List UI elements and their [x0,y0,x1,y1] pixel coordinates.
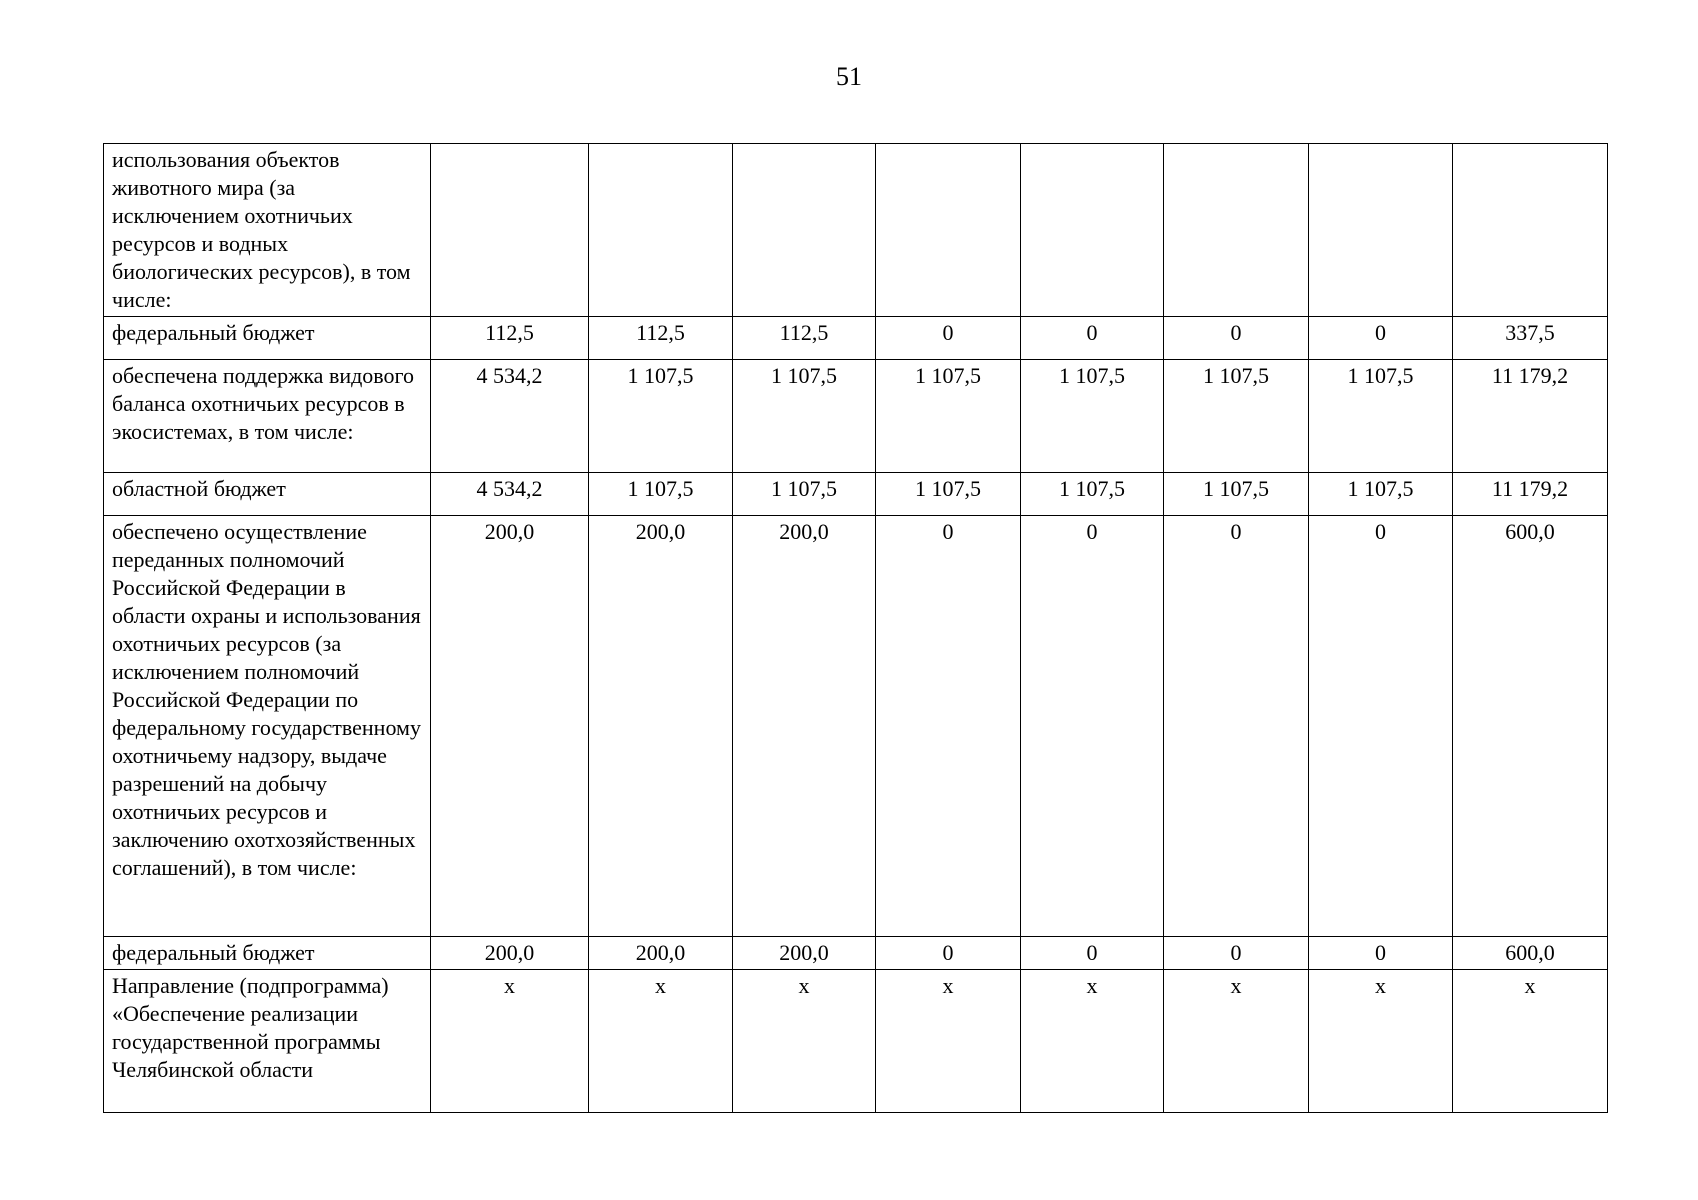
value-cell: 1 107,5 [1021,360,1164,473]
total-cell [1453,144,1608,317]
total-cell: 600,0 [1453,937,1608,970]
value-cell: 200,0 [589,937,733,970]
value-cell: 4 534,2 [431,360,589,473]
value-cell: 1 107,5 [1309,360,1453,473]
value-cell: 1 107,5 [589,360,733,473]
value-cell: 200,0 [733,516,876,937]
value-cell: 0 [1164,516,1309,937]
value-cell: x [733,970,876,1113]
value-cell: 112,5 [431,317,589,360]
value-cell: 1 107,5 [733,473,876,516]
value-cell: 0 [876,317,1021,360]
value-cell: 0 [1021,516,1164,937]
value-cell: 0 [1021,937,1164,970]
value-cell [733,144,876,317]
total-cell: 11 179,2 [1453,360,1608,473]
value-cell: x [1021,970,1164,1113]
row-label: федеральный бюджет [104,317,431,360]
value-cell: 1 107,5 [876,473,1021,516]
value-cell: 1 107,5 [733,360,876,473]
value-cell: 200,0 [431,937,589,970]
row-label: федеральный бюджет [104,937,431,970]
value-cell: 1 107,5 [589,473,733,516]
table-row [104,317,1608,360]
value-cell: 200,0 [733,937,876,970]
value-cell: x [1164,970,1309,1113]
row-label: областной бюджет [104,473,431,516]
value-cell: 1 107,5 [1164,473,1309,516]
table-row [104,937,1608,970]
value-cell [431,144,589,317]
value-cell: 112,5 [733,317,876,360]
value-cell: x [431,970,589,1113]
value-cell: 0 [876,516,1021,937]
value-cell [1164,144,1309,317]
value-cell: 200,0 [589,516,733,937]
value-cell [1021,144,1164,317]
row-label: обеспечена поддержка видового баланса охотничьих ресурсов в экосистемах, в том числе: [104,360,431,473]
value-cell: 0 [1164,317,1309,360]
table-row [104,360,1608,473]
value-cell: 200,0 [431,516,589,937]
table-row [104,516,1608,937]
value-cell: x [589,970,733,1113]
value-cell: 112,5 [589,317,733,360]
total-cell: 11 179,2 [1453,473,1608,516]
value-cell: 1 107,5 [1164,360,1309,473]
value-cell: 0 [1164,937,1309,970]
page-number: 51 [836,62,862,91]
table-row [104,473,1608,516]
value-cell: x [876,970,1021,1113]
table-row [104,144,1608,317]
total-cell: x [1453,970,1608,1113]
row-label: использования объектов животного мира (за исключением охотничьих ресурсов и водных биологических ресурсов), в том числе: [104,144,431,317]
row-label: обеспечено осуществление переданных полномочий Российской Федерации в области охраны и использования охотничьих ресурсов (за исключением полномочий Российской Федерации по федеральному государственному охотничьему надзору, выдаче разрешений на добычу охотничьих ресурсов и заключению охотхозяйственных соглашений), в том числе: [104,516,431,937]
value-cell: 0 [876,937,1021,970]
value-cell [589,144,733,317]
value-cell: 4 534,2 [431,473,589,516]
row-label: Направление (подпрограмма) «Обеспечение реализации государственной программы Челябинской области [104,970,431,1113]
value-cell: 1 107,5 [1021,473,1164,516]
value-cell [876,144,1021,317]
table-row [104,970,1608,1113]
value-cell: 0 [1021,317,1164,360]
budget-table [103,143,1608,1113]
value-cell: x [1309,970,1453,1113]
value-cell: 0 [1309,937,1453,970]
value-cell: 1 107,5 [1309,473,1453,516]
total-cell: 600,0 [1453,516,1608,937]
value-cell: 0 [1309,317,1453,360]
total-cell: 337,5 [1453,317,1608,360]
value-cell [1309,144,1453,317]
value-cell: 0 [1309,516,1453,937]
value-cell: 1 107,5 [876,360,1021,473]
